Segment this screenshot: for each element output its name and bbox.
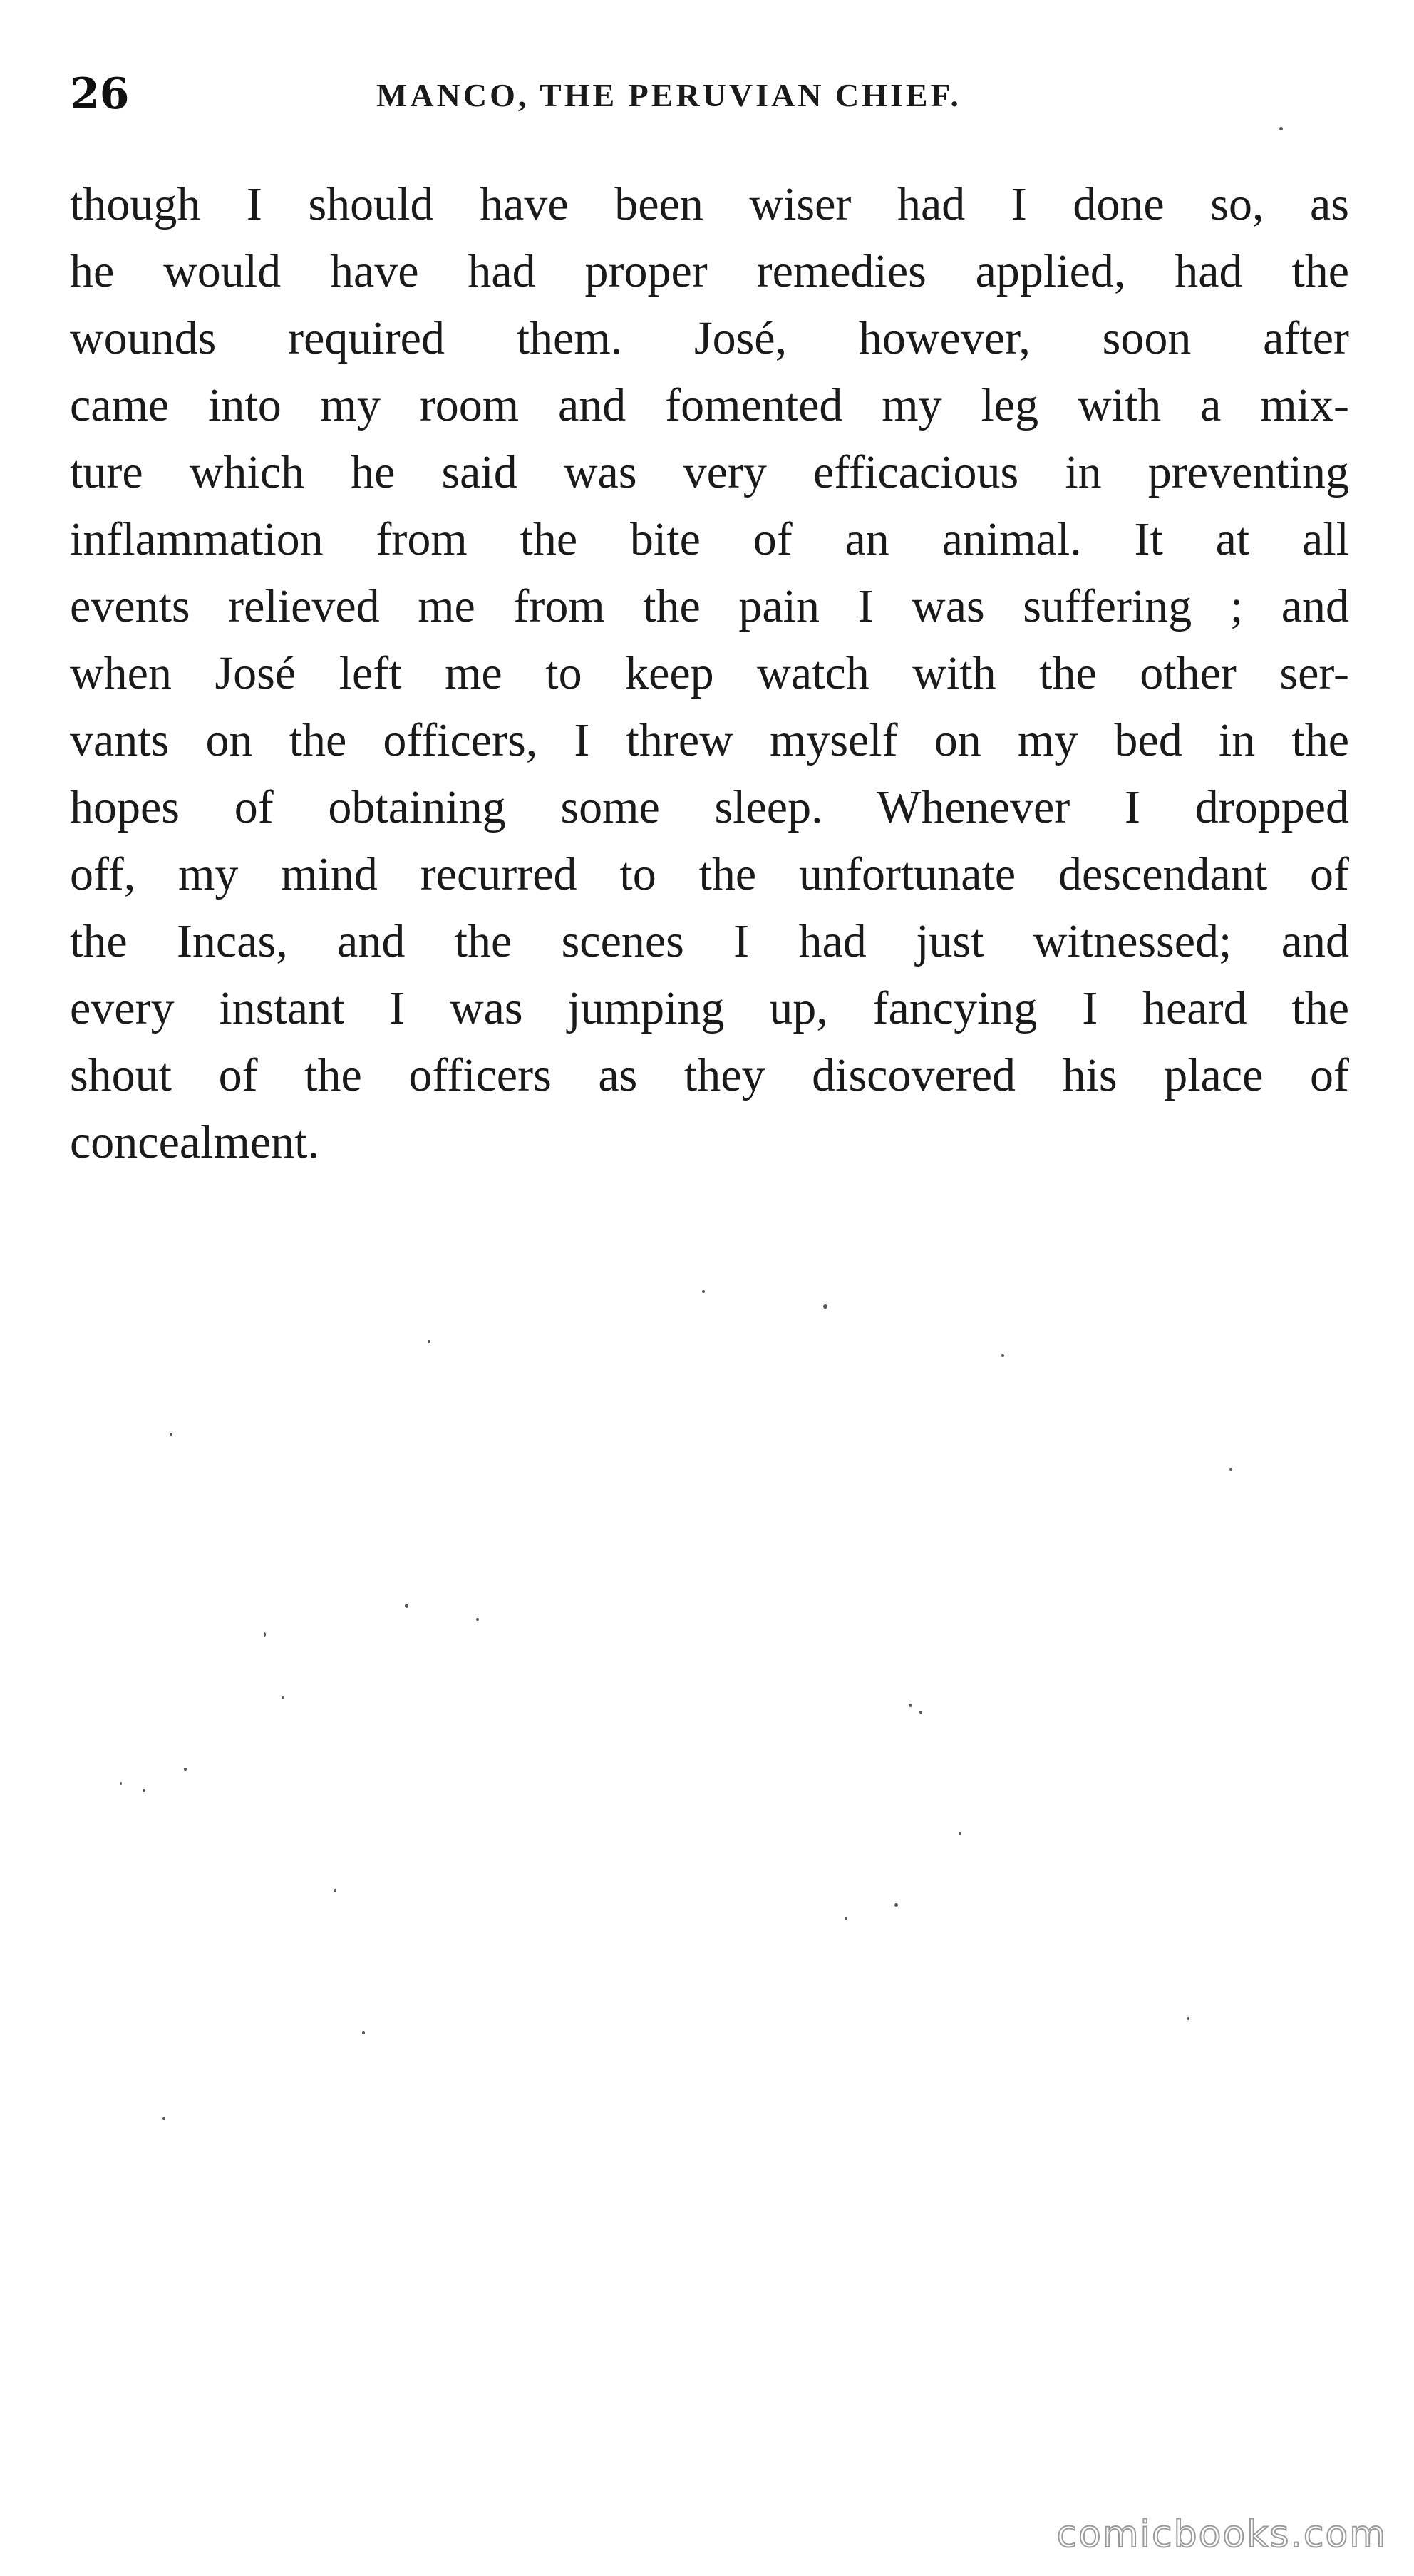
paper-speck — [162, 2117, 165, 2120]
paper-speck — [362, 2031, 365, 2034]
running-title: MANCO, THE PERUVIAN CHIEF. — [376, 77, 961, 113]
text-line: he would have had proper remedies applied, had the — [70, 245, 1349, 297]
body-text — [70, 171, 1349, 1176]
text-line: off, my mind recurred to the unfortunate descendant of — [70, 848, 1349, 900]
text-line: ture which he said was very efficacious in preventing — [70, 446, 1349, 498]
text-line: came into my room and fomented my leg with a mix- — [70, 379, 1349, 431]
paper-speck — [919, 1711, 922, 1714]
paper-speck — [120, 1782, 122, 1785]
paper-speck — [428, 1340, 430, 1343]
paper-speck — [143, 1789, 145, 1792]
text-line: though I should have been wiser had I done so, as — [70, 178, 1349, 230]
text-line: concealment. — [70, 1116, 319, 1168]
paper-speck — [184, 1768, 187, 1771]
paper-speck — [170, 1433, 172, 1436]
paper-speck — [845, 1917, 847, 1920]
paper-speck — [909, 1704, 912, 1707]
text-line: shout of the officers as they discovered his place of — [70, 1049, 1349, 1101]
paper-speck — [405, 1604, 408, 1608]
paper-speck — [1229, 1468, 1232, 1471]
text-line: when José left me to keep watch with the other ser- — [70, 647, 1349, 699]
text-line: wounds required them. José, however, soon after — [70, 312, 1349, 364]
paper-speck — [894, 1903, 898, 1907]
paper-speck — [264, 1632, 266, 1637]
text-line: events relieved me from the pain I was suffering ; and — [70, 580, 1349, 632]
paper-speck — [282, 1696, 284, 1699]
text-line: vants on the officers, I threw myself on my bed in the — [70, 714, 1349, 766]
paper-speck — [702, 1290, 705, 1293]
text-line: every instant I was jumping up, fancying I heard the — [70, 982, 1349, 1034]
watermark-text: comicbooks.com — [1056, 2513, 1387, 2556]
running-head — [70, 66, 1349, 123]
paper-speck — [959, 1832, 961, 1835]
paper-speck — [1187, 2017, 1189, 2020]
paper-speck — [1001, 1354, 1004, 1357]
text-line: the Incas, and the scenes I had just witnessed; and — [70, 915, 1349, 967]
paper-speck — [476, 1618, 479, 1621]
paper-speck — [1279, 127, 1283, 130]
paper-speck — [334, 1889, 336, 1892]
text-line: inflammation from the bite of an animal. It at all — [70, 513, 1349, 565]
page-number: 26 — [70, 69, 130, 119]
text-line: hopes of obtaining some sleep. Whenever I dropped — [70, 781, 1349, 833]
paper-speck — [823, 1304, 827, 1309]
